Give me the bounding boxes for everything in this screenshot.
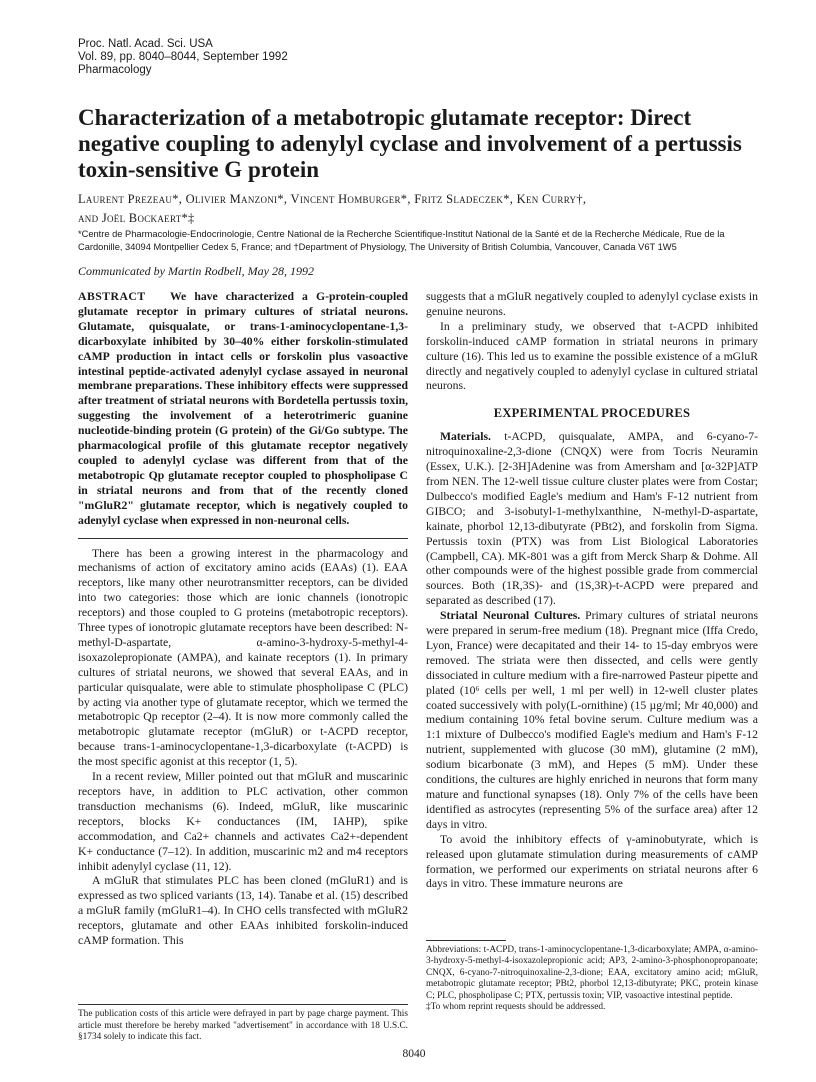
reprint-note: ‡To whom reprint requests should be addressed. — [426, 1002, 606, 1013]
gaba-paragraph: To avoid the inhibitory effects of γ-aminobutyrate, which is released upon glutamate stimulation during measurements of cAMP formation, we performed our experiments on striatal neurons after 6 days in vitro. These immature neurons are — [426, 832, 758, 891]
materials-paragraph — [426, 430, 758, 609]
section-name: Pharmacology — [78, 64, 152, 76]
abbreviations-text: Abbreviations: t-ACPD, trans-1-aminocyclopentane-1,3-dicarboxylate; AMPA, α-amino-3-hydroxy-5-methyl-4-isoxazolepropionic acid; AP3, 2-amino-3-phosphonopropanoate; CNQX, 6-cyano-7-nitroquinoxaline-2,3-dione; EAA, excitatory amino acid; mGluR, metabotropic glutamate receptor; PBt2, phorbol 12,13-dibutyrate; PKC, protein kinase C; PLC, phospholipase C; PTX, pertussis toxin; VIP, vasoactive intestinal peptide. — [426, 945, 758, 1001]
publication-cost-note: The publication costs of this article were defrayed in part by page charge payment. This article must therefore be hereby marked "advertisement" in accordance with 18 U.S.C. §1734 solely to indicate this fact. — [78, 1009, 408, 1042]
abstract-label: ABSTRACT — [78, 290, 146, 303]
affiliation: *Centre de Pharmacologie-Endocrinologie, Centre National de la Recherche Scientifique-Institut National de la Santé et de la Recherche Médicale, Rue de la Cardonille, 34094 Montpellier Cedex 5, France; and †Department of Physiology, The University of British Columbia, Vancouver, Canada V6T 1W5 — [78, 229, 725, 252]
intro-paragraph-3: A mGluR that stimulates PLC has been cloned (mGluR1) and is expressed as two spliced variants (13, 14). Tanabe et al. (15) described a mGluR family (mGluR1–4). In CHO cells transfected with mGluR2 receptors, glutamate and other EAAs inhibited forskolin-induced cAMP formation. This — [78, 874, 408, 948]
abbreviations-footnote — [426, 940, 758, 1013]
materials-text: t-ACPD, quisqualate, AMPA, and 6-cyano-7-nitroquinoxaline-2,3-dione (CNQX) were from Tocris Neuramin (Essex, U.K.). [2-3H]Adenine was from Amersham and [α-32P]ATP from NEN. The 12-well tissue culture cluster plates were from Costar; Dulbecco's modified Eagle's medium and Ham's F-12 nutrient from GIBCO; and 3-isobutyl-1-methylxanthine, N-methyl-D-aspartate, kainate, phorbol 12,13-dibutyrate (PBt2), and forskolin from Sigma. Pertussis toxin (PTX) was from List Biological Laboratories (Campbell, CA). MK-801 was a gift from Merck Sharp & Dohme. All other compounds were of the highest possible grade from commercial sources. Both (1R,3S)- and (1S,3R)-t-ACPD were prepared and separated as described (17). — [426, 430, 758, 608]
abstract — [78, 290, 408, 529]
journal-name: Proc. Natl. Acad. Sci. USA — [78, 38, 213, 50]
abstract-text: We have characterized a G-protein-coupled glutamate receptor in primary cultures of striatal neurons. Glutamate, quisqualate, or trans-1-aminocyclopentane-1,3-dicarboxylate inhibited by 30–40% either forskolin-stimulated cAMP production in intact cells or forskolin plus vasoactive intestinal peptide-activated adenylyl cyclase assayed in neuronal membrane preparations. These inhibitory effects were suppressed after treatment of striatal neurons with Bordetella pertussis toxin, suggesting the involvement of a heterotrimeric guanine nucleotide-binding protein (G protein) of the Gi/Go subtype. The pharmacological profile of this glutamate receptor negatively coupled to adenylyl cyclase was different from that of the metabotropic Qp glutamate receptor coupled to phospholipase C in striatal neurons and from that of the recently cloned "mGluR2" glutamate receptor, which is negatively coupled to adenylyl cyclase when expressed in non-neuronal cells. — [78, 290, 408, 527]
article-title: Characterization of a metabotropic glutamate receptor: Direct negative coupling to adenylyl cyclase and involvement of a pertussis toxin-sensitive G protein — [78, 105, 742, 182]
intro-paragraph-1: There has been a growing interest in the pharmacology and mechanisms of action of excitatory amino acids (EAAs) (1). EAA receptors, like many other neurotransmitter receptors, can be divided into two categories: those which are ionic channels (ionotropic receptors) and those coupled to G proteins (metabotropic receptors). Three types of ionotropic glutamate receptors have been described: N-methyl-D-aspartate, α-amino-3-hydroxy-5-methyl-4-isoxazolepropionate (AMPA), and kainate receptors (1). In primary cultures of striatal neurons, we showed that several EAAs, and in particular quisqualate, were able to stimulate phospholipase C (PLC) by acting via another type of glutamate receptor, which we termed the metabotropic Qp receptor (2–4). It is now more commonly called the metabotropic glutamate receptor (mGluR) or t-ACPD receptor, because trans-1-aminocyclopentane-1,3-dicarboxylate (t-ACPD) is the most specific agonist at this receptor (1, 5). — [78, 546, 408, 769]
journal-header — [78, 38, 288, 77]
publication-footnote — [78, 1004, 408, 1044]
cultures-label: Striatal Neuronal Cultures. — [440, 609, 581, 623]
authors-line-1: Laurent Prezeau*, Olivier Manzoni*, Vincent Homburger*, Fritz Sladeczek*, Ken Curry†, — [78, 192, 587, 206]
abstract-divider — [78, 538, 408, 539]
cultures-paragraph — [426, 609, 758, 833]
footnote-divider — [78, 1004, 408, 1005]
abbrev-divider — [426, 940, 506, 941]
page-number: 8040 — [402, 1048, 426, 1060]
authors — [78, 190, 778, 228]
right-paragraph-2: In a preliminary study, we observed that t-ACPD inhibited forskolin-induced cAMP formation in striatal neurons in primary culture (16). This led us to examine the possible existence of a mGluR directly and negatively coupled to adenylyl cyclase in cultured striatal neurons. — [426, 319, 758, 393]
authors-line-2: and Joël Bockaert*‡ — [78, 211, 195, 225]
cultures-text: Primary cultures of striatal neurons were prepared in serum-free medium (18). Pregnant mice (Iffa Credo, Lyon, France) were decapitated and their 14- to 15-day embryos were removed. The striata were then dissected, and cells were gently dissociated in culture medium with a fire-narrowed Pasteur pipette and plated (10⁶ cells per well, 1 ml per well) in 12-well cluster plates coated successively with poly(L-ornithine) (15 µg/ml; Mr 40,000) and medium containing 10% fetal bovine serum. Culture medium was a 1:1 mixture of Dulbecco's modified Eagle's medium and Ham's F-12 nutrient, supplemented with glucose (30 mM), glutamine (2 mM), sodium bicarbonate (3 mM), and Hepes (5 mM). Under these conditions, the cultures are highly enriched in neurons that form many mature and functional synapses (18). Only 7% of the cells have been identified as astrocytes (representing 5% of the surface area) after 12 days in vitro. — [426, 609, 759, 831]
volume-line: Vol. 89, pp. 8040–8044, September 1992 — [78, 51, 288, 63]
materials-label: Materials. — [440, 430, 491, 444]
intro-paragraph-2: In a recent review, Miller pointed out that mGluR and muscarinic receptors have, in addition to PLC activation, other common transduction mechanisms (6). Indeed, mGluR, like muscarinic receptors, blocks K+ conductances (IM, IAHP), spike accommodation, and Ca2+ channels and activates Ca2+-dependent K+ conductance (7–12). In addition, muscarinic m2 and m4 receptors inhibit adenylyl cyclase (11, 12). — [78, 770, 408, 873]
communicated-by: Communicated by Martin Rodbell, May 28, 1992 — [78, 264, 314, 278]
left-column — [78, 290, 408, 949]
right-column — [426, 290, 758, 892]
section-heading: EXPERIMENTAL PROCEDURES — [493, 406, 691, 421]
right-paragraph-1: suggests that a mGluR negatively coupled to adenylyl cyclase exists in genuine neurons. — [426, 290, 758, 318]
